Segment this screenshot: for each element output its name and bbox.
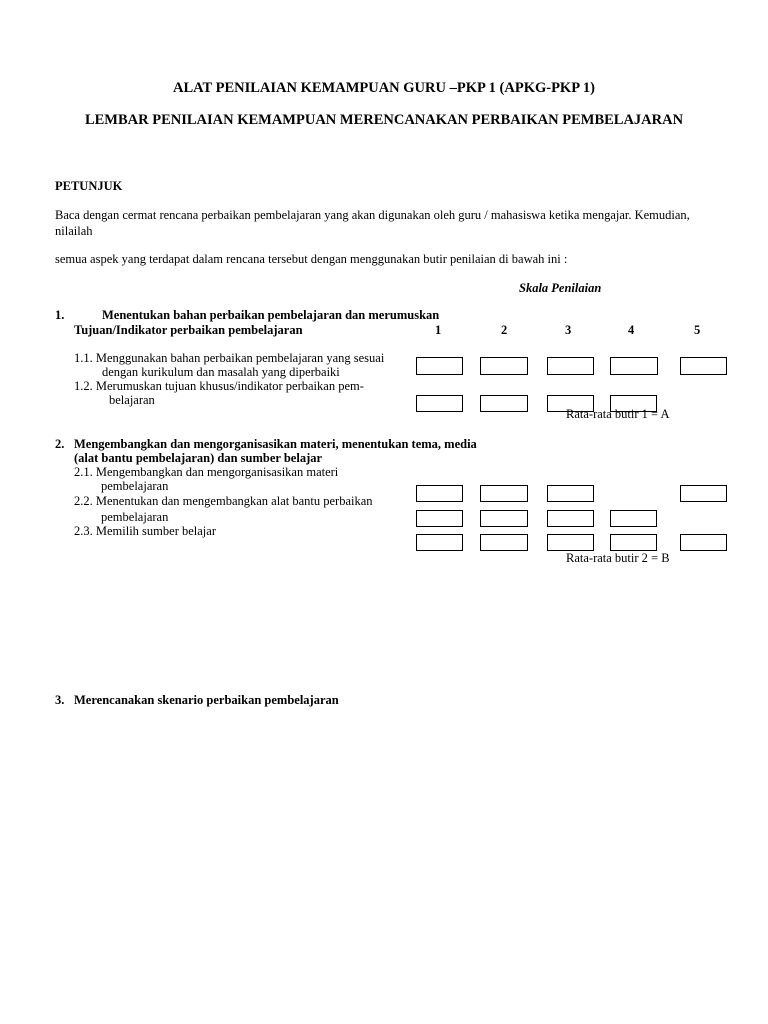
rating-box-2-1-score-3[interactable] — [547, 485, 594, 502]
item-2-2-line-1: 2.2. Menentukan dan mengembangkan alat bantu perbaikan — [74, 494, 373, 508]
scale-number-2: 2 — [501, 323, 508, 337]
section-2-title-line-2: (alat bantu pembelajaran) dan sumber belajar — [74, 451, 323, 465]
scale-label: Skala Penilaian — [519, 281, 602, 295]
section-3-number: 3. — [55, 693, 65, 707]
item-2-1-line-1: 2.1. Mengembangkan dan mengorganisasikan materi — [74, 465, 339, 479]
rating-box-1-1-score-2[interactable] — [480, 357, 528, 375]
rating-box-1-1-score-4[interactable] — [610, 357, 658, 375]
rating-box-2-3-score-4[interactable] — [610, 534, 657, 551]
item-1-2-line-1: 1.2. Merumuskan tujuan khusus/indikator perbaikan pem- — [74, 379, 364, 393]
rating-box-2-2-score-4[interactable] — [610, 510, 657, 527]
section-1-number: 1. — [55, 308, 65, 322]
rating-box-2-2-score-2[interactable] — [480, 510, 528, 527]
rating-box-2-1-score-5[interactable] — [680, 485, 727, 502]
rating-box-2-2-score-1[interactable] — [416, 510, 463, 527]
rating-box-1-1-score-5[interactable] — [680, 357, 727, 375]
rating-box-1-2-score-2[interactable] — [480, 395, 528, 412]
rating-box-1-1-score-3[interactable] — [547, 357, 594, 375]
rating-box-2-3-score-5[interactable] — [680, 534, 727, 551]
section-3-title: Merencanakan skenario perbaikan pembelajaran — [74, 693, 339, 707]
instructions-heading: PETUNJUK — [55, 179, 123, 193]
instructions-line-2: nilailah — [55, 224, 93, 238]
scale-number-5: 5 — [694, 323, 701, 337]
item-1-1-line-2: dengan kurikulum dan masalah yang diperbaiki — [102, 365, 340, 379]
section-2-title-line-1: Mengembangkan dan mengorganisasikan materi, menentukan tema, media — [74, 437, 477, 451]
section-2-number: 2. — [55, 437, 65, 451]
scale-number-3: 3 — [565, 323, 572, 337]
section-2-average: Rata-rata butir 2 = B — [566, 551, 670, 565]
document-subtitle: LEMBAR PENILAIAN KEMAMPUAN MERENCANAKAN PERBAIKAN PEMBELAJARAN — [84, 112, 684, 128]
section-1-average: Rata-rata butir 1 = A — [566, 407, 670, 421]
section-1-title-line-2: Tujuan/Indikator perbaikan pembelajaran — [74, 323, 303, 337]
rating-box-2-2-score-3[interactable] — [547, 510, 594, 527]
item-2-1-line-2: pembelajaran — [101, 479, 169, 493]
item-2-2-line-2: pembelajaran — [101, 510, 169, 524]
rating-box-2-1-score-2[interactable] — [480, 485, 528, 502]
item-1-1-line-1: 1.1. Menggunakan bahan perbaikan pembelajaran yang sesuai — [74, 351, 385, 365]
rating-box-2-3-score-3[interactable] — [547, 534, 594, 551]
item-1-2-line-2: belajaran — [109, 393, 155, 407]
rating-box-2-3-score-1[interactable] — [416, 534, 463, 551]
rating-box-1-2-score-1[interactable] — [416, 395, 463, 412]
instructions-line-1: Baca dengan cermat rencana perbaikan pembelajaran yang akan digunakan oleh guru / mahasiswa ketika mengajar. Kemudian, — [55, 208, 690, 222]
instructions-line-3: semua aspek yang terdapat dalam rencana tersebut dengan menggunakan butir penilaian di bawah ini : — [55, 252, 568, 266]
rating-box-2-1-score-1[interactable] — [416, 485, 463, 502]
scale-number-4: 4 — [628, 323, 635, 337]
section-1-title-line-1: Menentukan bahan perbaikan pembelajaran dan merumuskan — [102, 308, 440, 322]
scale-number-1: 1 — [435, 323, 442, 337]
rating-box-1-1-score-1[interactable] — [416, 357, 463, 375]
document-title: ALAT PENILAIAN KEMAMPUAN GURU –PKP 1 (APKG-PKP 1) — [173, 80, 595, 96]
rating-box-2-3-score-2[interactable] — [480, 534, 528, 551]
item-2-3-line-1: 2.3. Memilih sumber belajar — [74, 524, 216, 538]
